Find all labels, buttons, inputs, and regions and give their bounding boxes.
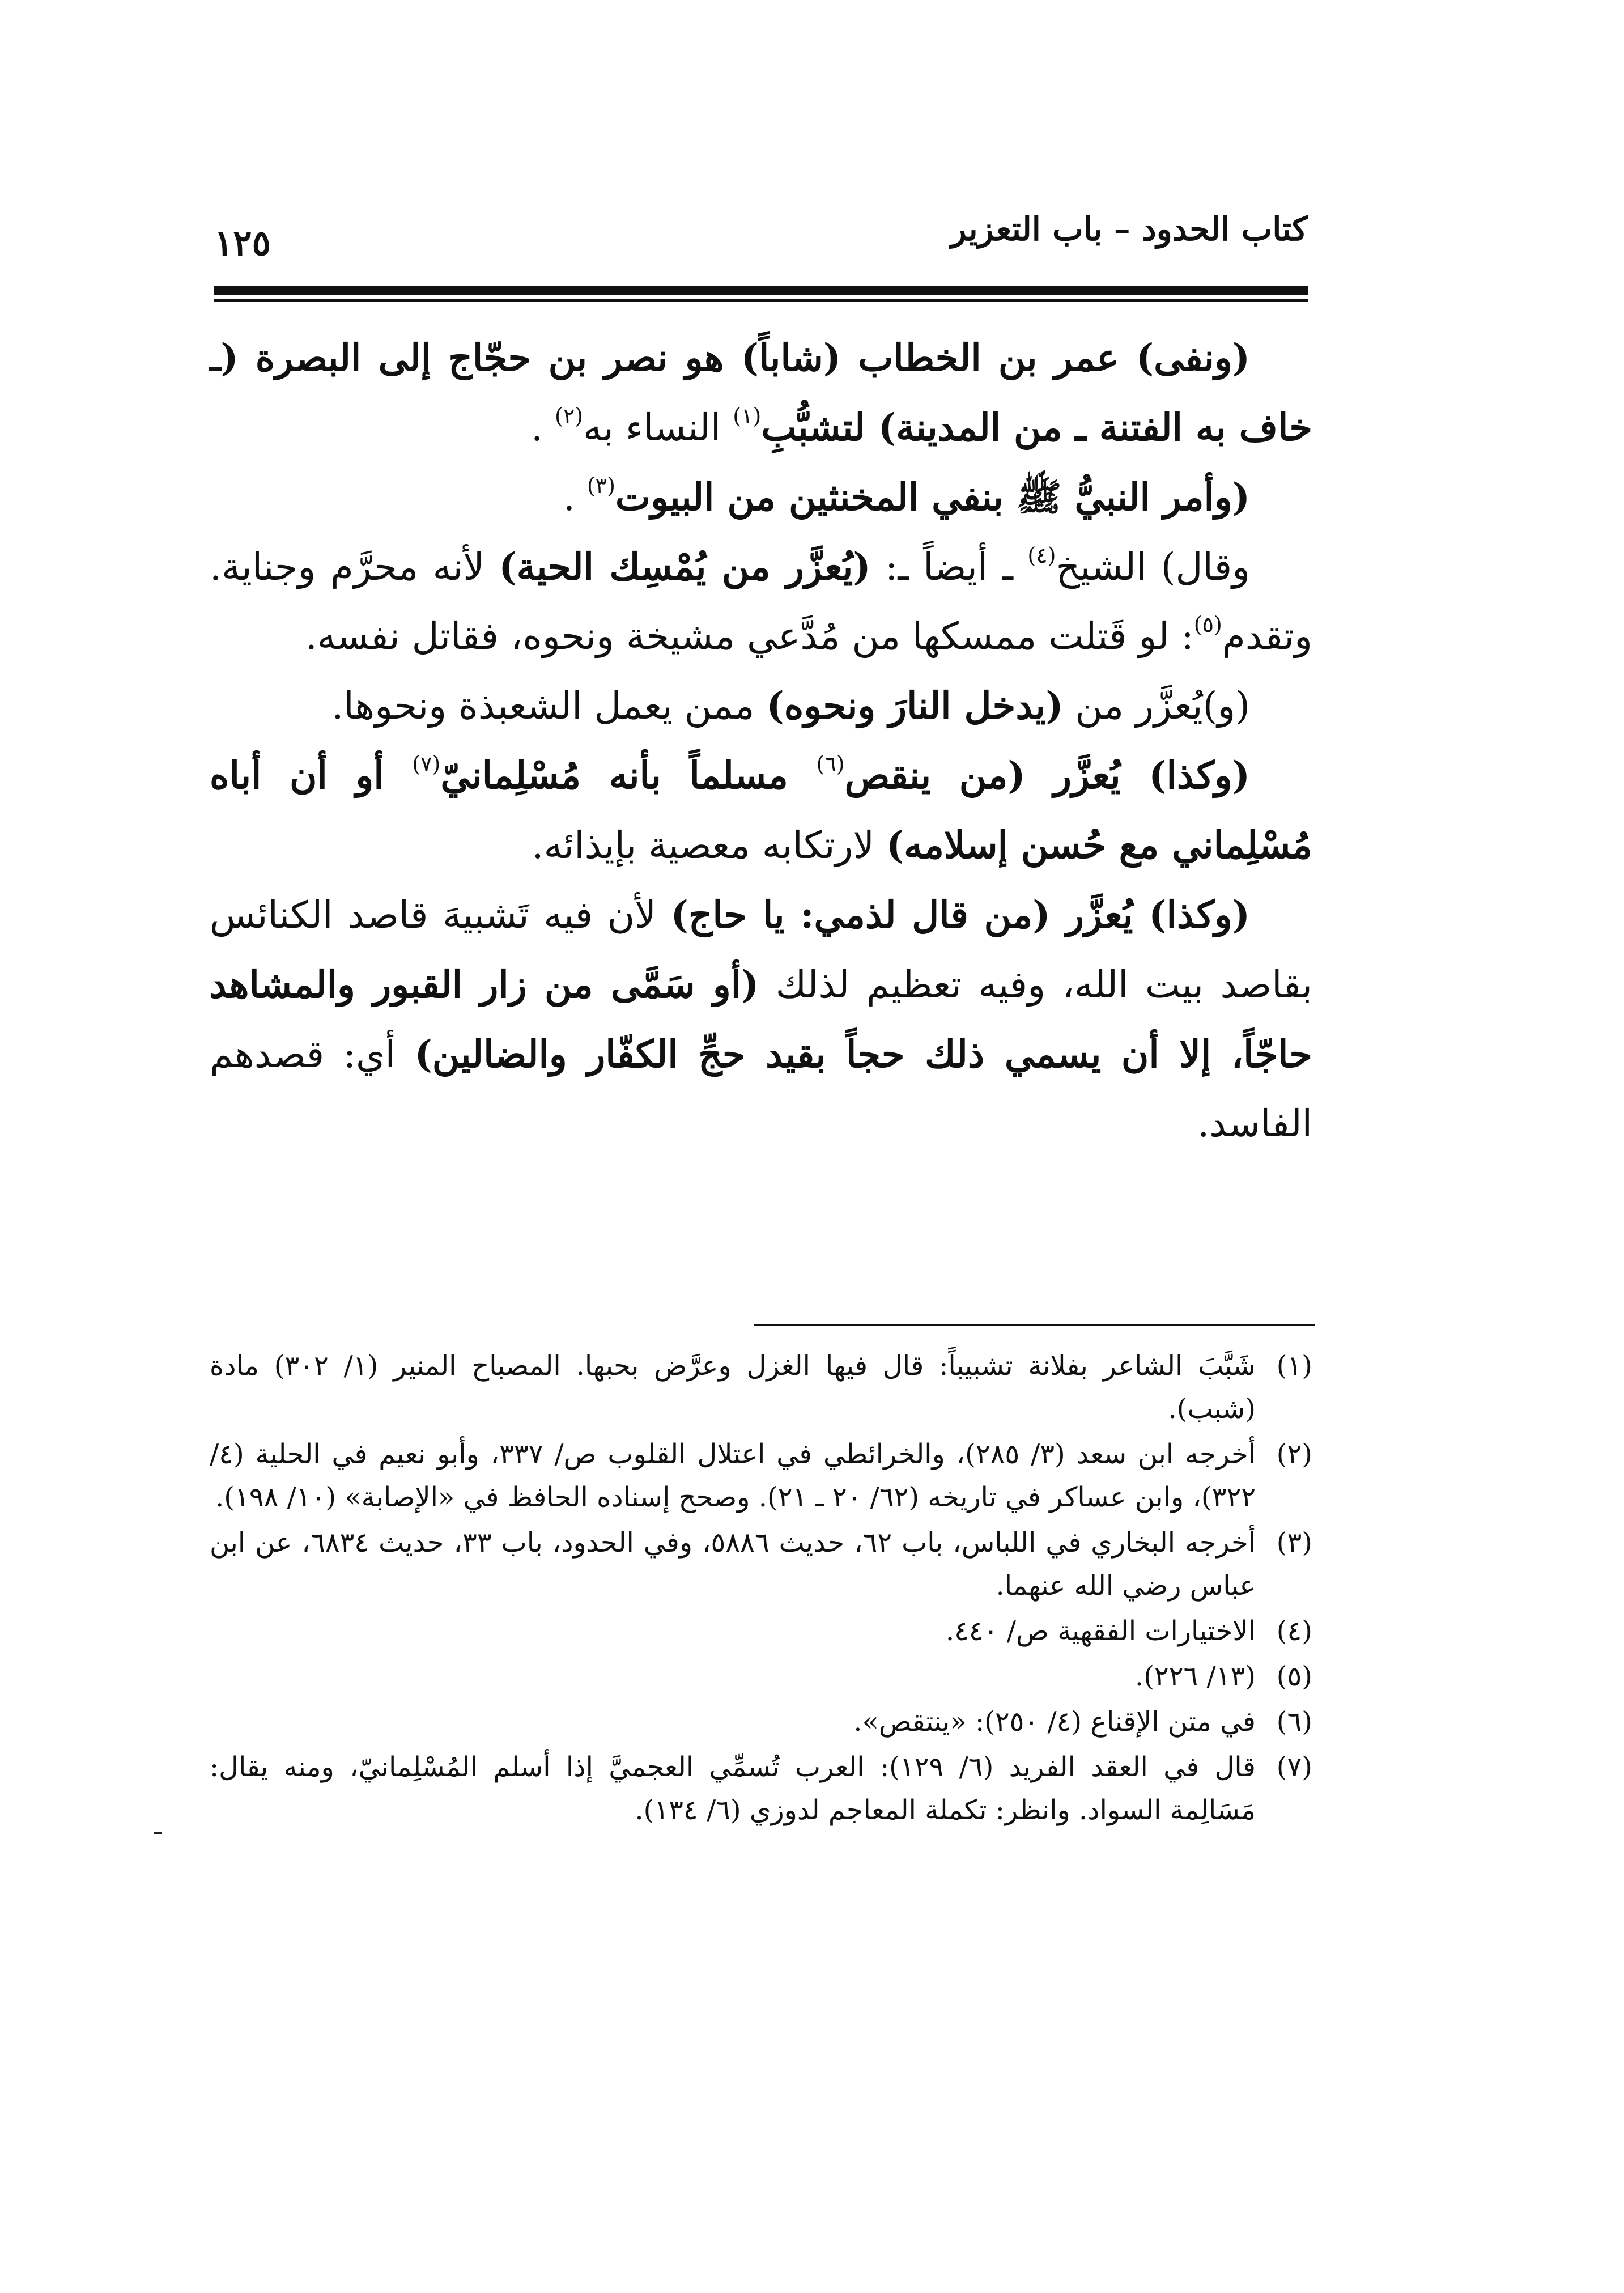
running-header <box>214 187 1308 278</box>
header-rule-thick <box>214 286 1308 295</box>
footnote-text: شَبَّبَ الشاعر بفلانة تشبيباً: قال فيها الغزل وعرَّض بحبها. المصباح المنير (١/ ٣٠٢) مادة (شبب). <box>210 1350 1256 1425</box>
footnote-separator <box>754 1324 1315 1326</box>
footnote-text: أخرجه البخاري في اللباس، باب ٦٢، حديث ٥٨٨٦، وفي الحدود، باب ٣٣، حديث ٦٨٣٤، عن ابن عباس رضي الله عنهما. <box>210 1527 1256 1602</box>
footnote-text: أخرجه ابن سعد (٣/ ٢٨٥)، والخرائطي في اعتلال القلوب ص/ ٣٣٧، وأبو نعيم في الحلية (٤/ ٣٢٢)، وابن عساكر في تاريخه (٦٢/ ٢٠ ـ ٢١). وصحح إسناده الحافظ في «الإصابة» (١٠/ ١٩٨). <box>210 1438 1256 1513</box>
footnote <box>210 1700 1312 1743</box>
footnote <box>210 1610 1312 1653</box>
commentary-text: . <box>563 475 587 519</box>
matn-text: أو أن أباه مُسْلِماني مع حُسن إسلامه) <box>210 753 1312 867</box>
body-paragraph <box>210 532 1312 671</box>
footnote <box>210 1344 1312 1430</box>
footnote-ref: (٣) <box>586 473 615 498</box>
commentary-text: لارتكابه معصية بإيذائه. <box>532 823 886 867</box>
header-rule-thin <box>214 299 1308 302</box>
commentary-text: لأن فيه تَشبيهَ قاصد الكنائس بقاصد بيت الله، وفيه تعظيم لذلك <box>210 893 1313 1007</box>
body-paragraph <box>210 671 1312 741</box>
body-paragraph <box>210 462 1312 532</box>
matn-text: (يُعزَّر من يُمْسِك الحية) <box>499 545 871 589</box>
footnote-text: في متن الإقناع (٤/ ٢٥٠): «ينتقص». <box>853 1706 1256 1738</box>
footnote-ref: (٧) <box>412 751 441 776</box>
footnote-number: (١) <box>1276 1350 1312 1382</box>
footnote-text: (١٣/ ٢٢٦). <box>1134 1661 1256 1692</box>
footnote <box>210 1433 1312 1519</box>
footnote-text: قال في العقد الفريد (٦/ ١٢٩): العرب تُسمِّي العجميَّ إذا أسلم المُسْلِمانيّ، ومنه يقال: مَسَالِمة السواد. وانظر: تكملة المعاجم لدوزي (٦/ ١٣٤). <box>210 1751 1256 1826</box>
footnote <box>210 1746 1312 1832</box>
footnote-ref: (٦) <box>816 751 845 776</box>
commentary-text: أي: قصدهم الفاسد. <box>210 1033 1312 1145</box>
footnote-ref: (١) <box>733 404 762 428</box>
chapter-title: كتاب الحدود – باب التعزير <box>950 210 1308 248</box>
body-paragraph <box>210 880 1312 1158</box>
footnote-text: الاختيارات الفقهية ص/ ٤٤٠. <box>945 1615 1256 1647</box>
footnote <box>210 1655 1312 1698</box>
main-text <box>210 323 1312 1158</box>
body-paragraph <box>210 323 1312 462</box>
commentary-text: . <box>531 406 555 449</box>
page-number: ١٢٥ <box>214 222 271 264</box>
matn-text: (وكذا) يُعزَّر (من ينقص <box>844 753 1250 797</box>
footnote-ref: (٤) <box>1027 543 1056 568</box>
matn-text: (أو سَمَّى من زار القبور والمشاهد حاجّاً، إلا أن يسمي ذلك حجاً بقيد حجِّ الكفّار والضالين) <box>210 962 1312 1076</box>
footnote-number: (٤) <box>1276 1615 1312 1647</box>
commentary-text: (و)يُعزَّر من <box>1063 684 1250 728</box>
footnote <box>210 1521 1312 1607</box>
commentary-text: وقال) الشيخ <box>1056 545 1250 589</box>
footnote-number: (٦) <box>1276 1706 1312 1738</box>
body-paragraph <box>210 741 1312 880</box>
footnote-number: (٥) <box>1276 1661 1312 1692</box>
matn-text: (وأمر النبيُّ ﷺ بنفي المخنثين من البيوت <box>615 475 1250 519</box>
commentary-text: لأنه محرَّم وجناية. وتقدم <box>210 545 1312 658</box>
footnote-ref: (٥) <box>1193 612 1222 637</box>
matn-text: (وكذا) يُعزَّر (من قال لذمي: يا حاج) <box>670 893 1250 937</box>
commentary-text: ممن يعمل الشعبذة ونحوها. <box>331 684 767 728</box>
footnotes <box>210 1344 1312 1834</box>
matn-text: (يدخل النارَ ونحوه) <box>766 683 1064 728</box>
matn-text: (ونفى) عمر بن الخطاب (شاباً) هو نصر بن حجّاج إلى البصرة (ـ خاف به الفتنة ـ من المدينة) لتشبُّبِ <box>210 336 1312 449</box>
footnote-ref: (٢) <box>555 404 584 428</box>
stray-mark <box>154 1832 162 1834</box>
commentary-text: : لو قَتلت ممسكها من مُدَّعي مشيخة ونحوه، فقاتل نفسه. <box>305 614 1194 658</box>
matn-text: مسلماً بأنه مُسْلِمانيّ <box>440 753 817 797</box>
commentary-text: ـ أيضاً ـ: <box>870 545 1028 589</box>
commentary-text: النساء به <box>583 406 733 449</box>
footnote-number: (٣) <box>1276 1527 1312 1559</box>
footnote-number: (٢) <box>1276 1438 1312 1470</box>
footnote-number: (٧) <box>1276 1751 1312 1783</box>
